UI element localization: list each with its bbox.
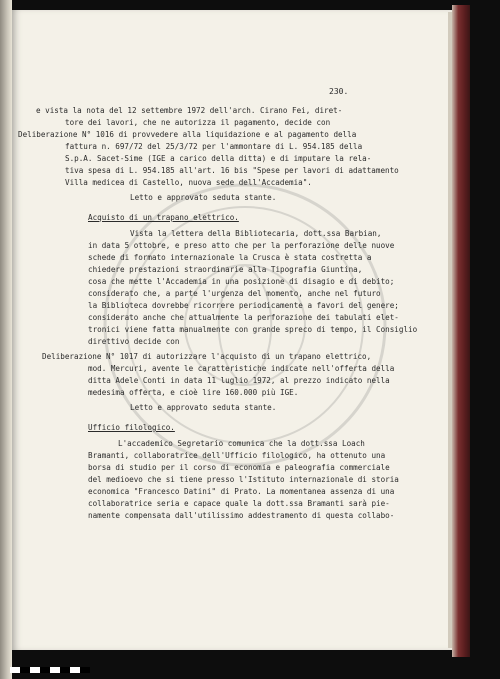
left-page-edge [0, 0, 12, 679]
text-line: tiva spesa di L. 954.185 all'art. 16 bis "Spese per lavori di adattamento [65, 166, 399, 175]
book-cover-edge [452, 5, 470, 657]
text-line: Bramanti, collaboratrice dell'Ufficio filologico, ha ottenuto una [88, 451, 386, 460]
text-line: Villa medicea di Castello, nuova sede dell'Accademia". [65, 178, 312, 187]
text-line: L'accademico Segretario comunica che la dott.ssa Loach [118, 439, 365, 448]
text-line: medesima offerta, e cioè lire 160.000 più IGE. [88, 388, 299, 397]
text-line: considerato anche che attualmente la perforazione dei tabulati elet- [88, 313, 399, 322]
text-line: mod. Mercuri, avente le caratteristiche indicate nell'offerta della [88, 364, 395, 373]
text-line: schede di formato internazionale la Crusca è stata costretta a [88, 253, 372, 262]
text-line: Letto e approvato seduta stante. [130, 403, 277, 412]
text-line: Vista la lettera della Bibliotecaria, dott.ssa Barbian, [130, 229, 382, 238]
text-line: tronici viene fatta manualmente con grande spreco di tempo, il Consiglio [88, 325, 418, 334]
text-line: direttivo decide con [88, 337, 180, 346]
text-line: economica "Francesco Datini" di Prato. La momentanea assenza di una [88, 487, 395, 496]
text-line: ditta Adele Conti in data 11 luglio 1972, al prezzo indicato nella [88, 376, 390, 385]
text-line: tore dei lavori, che ne autorizza il pagamento, decide con [65, 118, 331, 127]
text-line: fattura n. 697/72 del 25/3/72 per l'ammontare di L. 954.185 della [65, 142, 363, 151]
text-line: Deliberazione N° 1017 di autorizzare l'acquisto di un trapano elettrico, [42, 352, 372, 361]
text-line: e vista la nota del 12 settembre 1972 dell'arch. Cirano Fei, diret- [36, 106, 343, 115]
section-heading: Ufficio filologico. [88, 423, 175, 432]
text-line: namente compensata dall'utilissimo addestramento di questa collabo- [88, 511, 395, 520]
text-line: borsa di studio per il corso di economia e paleografia commerciale [88, 463, 390, 472]
document-text [12, 10, 452, 650]
text-line: chiedere prestazioni straordinarie alla Tipografia Giuntina, [88, 265, 363, 274]
text-line: S.p.A. Sacet-Sime (IGE a carico della ditta) e di imputare la rela- [65, 154, 372, 163]
text-line: collaboratrice seria e capace quale la dott.ssa Bramanti sarà pie- [88, 499, 390, 508]
color-scale-bar [10, 658, 210, 670]
page-number: 230. [329, 87, 349, 96]
text-line: la Biblioteca dovrebbe ricorrere periodicamente a favori del genere; [88, 301, 399, 310]
text-line: cosa che mette l'Accademia in una posizione di disagio e di debito; [88, 277, 395, 286]
text-line: considerato che, a parte l'urgenza del momento, anche nel futuro [88, 289, 381, 298]
text-line: del medioevo che si tiene presso l'Istituto internazionale di storia [88, 475, 399, 484]
section-heading: Acquisto di un trapano elettrico. [88, 213, 239, 222]
text-line: Letto e approvato seduta stante. [130, 193, 277, 202]
text-line: Deliberazione N° 1016 di provvedere alla liquidazione e al pagamento della [18, 130, 357, 139]
text-line: in data 5 ottobre, e preso atto che per la perforazione delle nuove [88, 241, 395, 250]
